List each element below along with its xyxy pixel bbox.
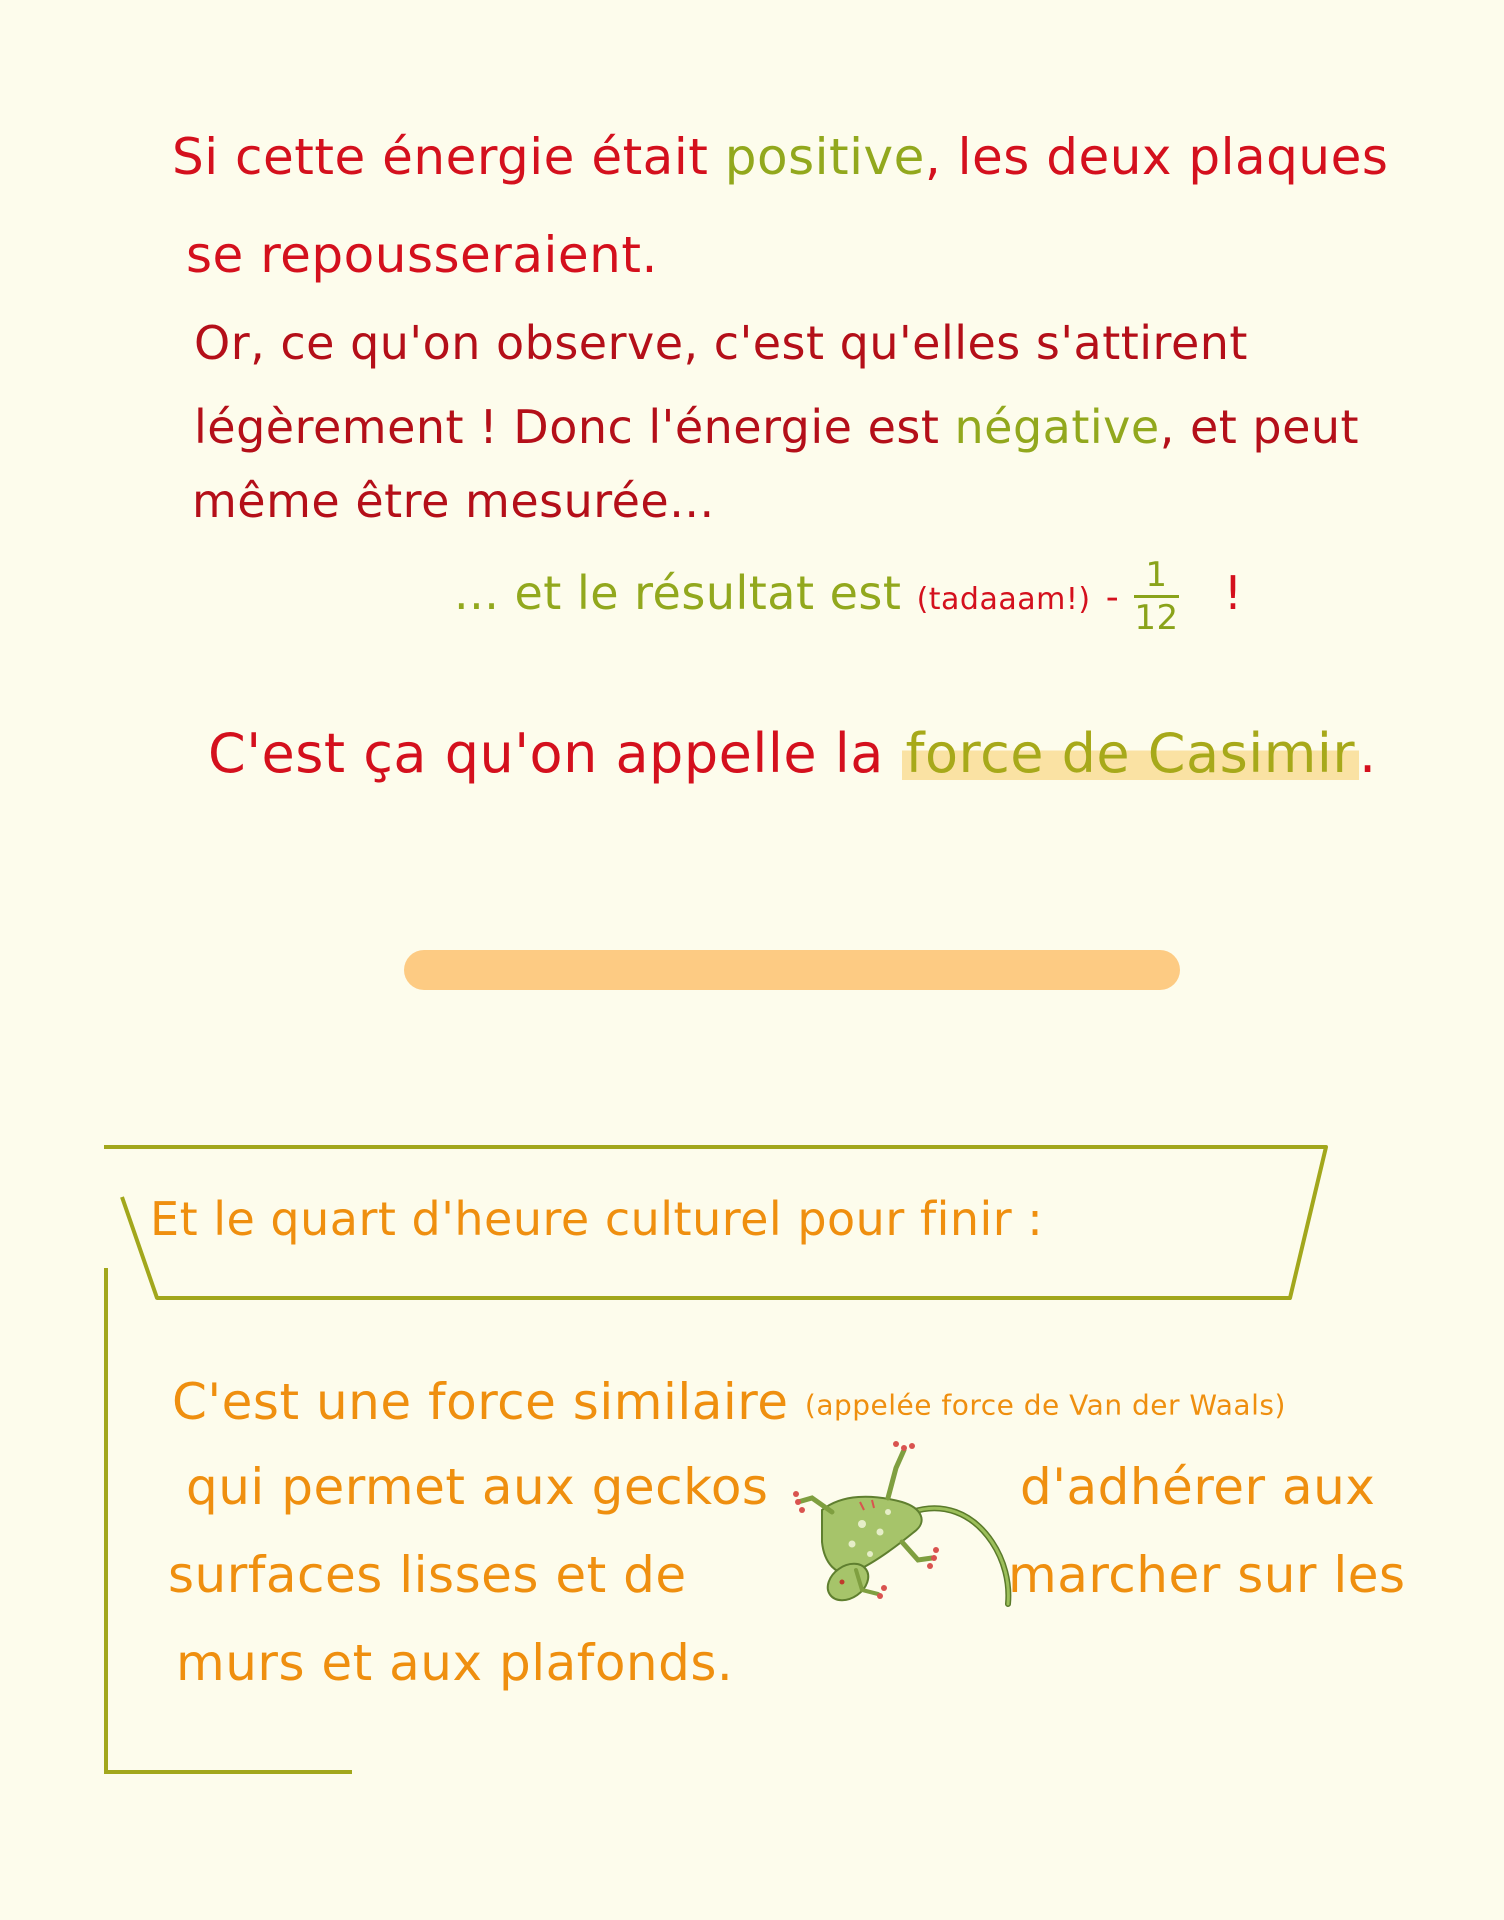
text-et-peut: , et peut: [1159, 400, 1360, 454]
text-line-5: même être mesurée...: [192, 474, 715, 528]
text-marcher: marcher sur les: [1008, 1546, 1406, 1604]
text-similar-force: C'est une force similaire: [172, 1373, 789, 1431]
text-donc: légèrement ! Donc l'énergie est: [194, 400, 940, 454]
fraction-numerator: 1: [1145, 555, 1168, 595]
minus-sign: -: [1105, 577, 1120, 618]
text-line-3: Or, ce qu'on observe, c'est qu'elles s'attirent: [194, 316, 1248, 370]
exclamation: !: [1223, 566, 1243, 620]
fraction-denominator: 12: [1134, 598, 1179, 638]
gecko-icon: [792, 1432, 1022, 1612]
text-line-2: se repousseraient.: [186, 226, 658, 284]
text-surfaces: surfaces lisses et de: [168, 1546, 687, 1604]
text-casimir-intro: C'est ça qu'on appelle la: [208, 722, 884, 785]
text-adherer: d'adhérer aux: [1020, 1458, 1376, 1516]
word-positive: positive: [724, 128, 925, 186]
text-period: .: [1359, 722, 1377, 785]
section-title: Et le quart d'heure culturel pour finir :: [150, 1192, 1044, 1246]
text-energy-intro: Si cette énergie était: [172, 128, 709, 186]
text-tadaaam: (tadaaam!): [916, 582, 1091, 617]
text-geckos: qui permet aux geckos: [186, 1458, 769, 1516]
bracket-line: [106, 1268, 352, 1772]
text-result: ... et le résultat est: [454, 566, 902, 620]
text-plates: , les deux plaques: [924, 128, 1389, 186]
text-line-8: [172, 1370, 1286, 1438]
text-van-der-waals: (appelée force de Van der Waals): [804, 1388, 1286, 1422]
highlight-force-de-casimir: force de Casimir: [902, 722, 1360, 785]
text-murs: murs et aux plafonds.: [176, 1634, 734, 1692]
word-negative: négative: [954, 400, 1160, 454]
